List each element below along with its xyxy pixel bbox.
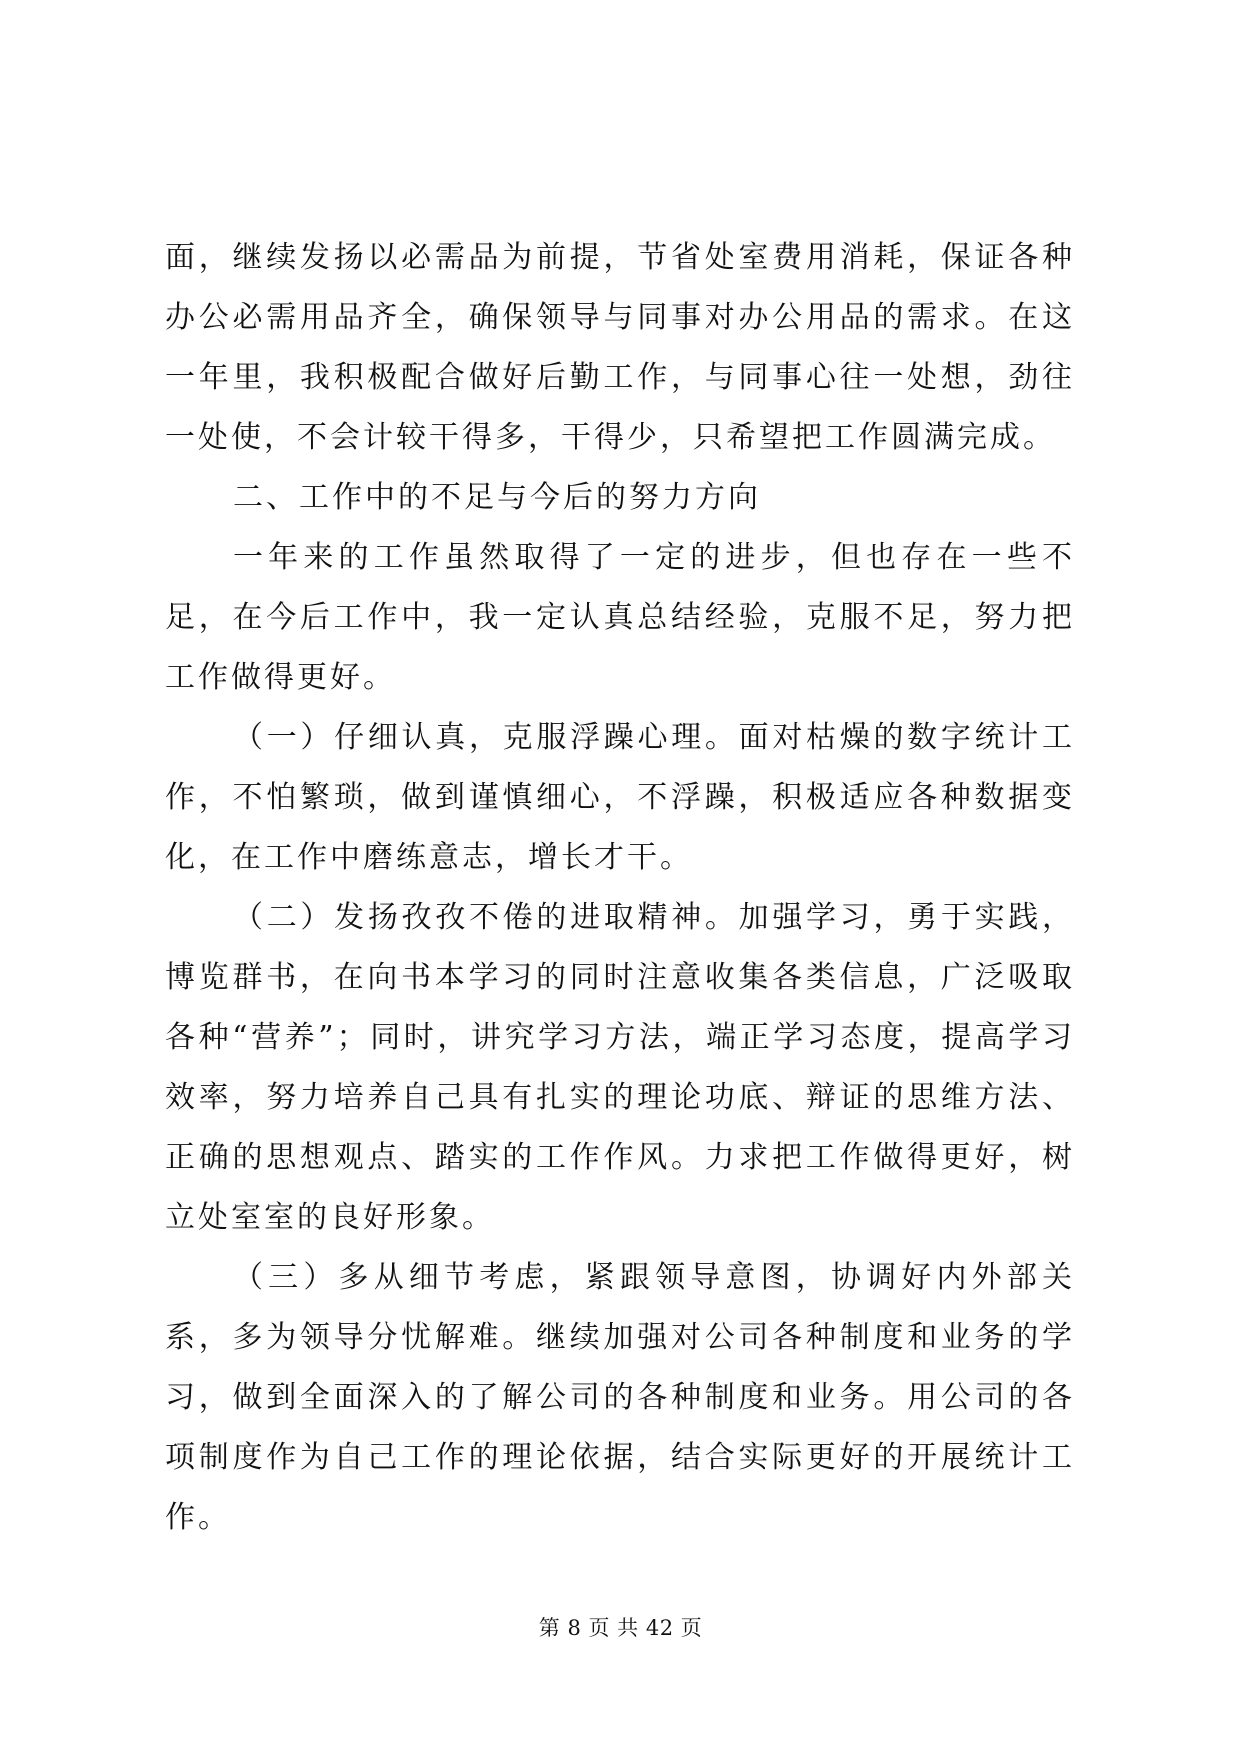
paragraph-continuation: 面，继续发扬以必需品为前提，节省处室费用消耗，保证各种办公必需用品齐全，确保领导与同事对办公用品的需求。在这一年里，我积极配合做好后勤工作，与同事心往一处想，劲往一处使，不会计较干得多，干得少，只希望把工作圆满完成。 xyxy=(165,240,1075,455)
paragraph-item-2: （二）发扬孜孜不倦的进取精神。加强学习，勇于实践，博览群书，在向书本学习的同时注意收集各类信息，广泛吸取各种“营养”；同时，讲究学习方法，端正学习态度，提高学习效率，努力培养自己具有扎实的理论功底、辩证的思维方法、正确的思想观点、踏实的工作作风。力求把工作做得更好，树立处室室的良好形象。 xyxy=(165,900,1075,1235)
paragraph-item-3: （三）多从细节考虑，紧跟领导意图，协调好内外部关系，多为领导分忧解难。继续加强对公司各种制度和业务的学习，做到全面深入的了解公司的各种制度和业务。用公司的各项制度作为自己工作的理论依据，结合实际更好的开展统计工作。 xyxy=(165,1260,1075,1535)
page-footer: 第 8 页 共 42 页 xyxy=(538,1616,703,1640)
document-body xyxy=(165,228,1075,1548)
paragraph-intro: 一年来的工作虽然取得了一定的进步，但也存在一些不足，在今后工作中，我一定认真总结经验，克服不足，努力把工作做得更好。 xyxy=(165,540,1075,695)
paragraph-item-1: （一）仔细认真，克服浮躁心理。面对枯燥的数字统计工作，不怕繁琐，做到谨慎细心，不浮躁，积极适应各种数据变化，在工作中磨练意志，增长才干。 xyxy=(165,720,1075,875)
section-heading: 二、工作中的不足与今后的努力方向 xyxy=(233,480,761,515)
